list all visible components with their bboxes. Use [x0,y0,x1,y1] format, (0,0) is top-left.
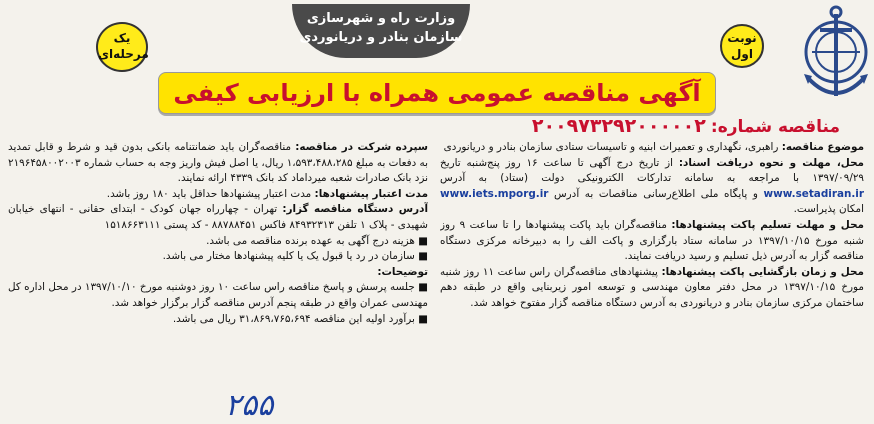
left-column [8,140,428,380]
ministry-name: وزارت راه و شهرسازی [306,11,456,26]
setadiran-link[interactable]: www.setadiran.ir [763,187,864,200]
opening-paragraph [440,265,864,312]
handwritten-number: ۲۵۵ [225,388,274,423]
opening-heading: محل و زمان بازگشایی پاکت پیشنهادها: [661,265,864,278]
tender-number-line [240,115,840,141]
list-item: ■ جلسه پرسش و پاسخ مناقصه راس ساعت ۱۰ روز دوشنبه مورخ ۱۳۹۷/۱۰/۱۰ در محل اداره کل مهندسی عمران واقع در طبقه پنجم آدرس مناقصه گزار برگزار خواهد شد. [8,281,428,309]
badge-stage-line1: یک [113,31,131,45]
list-item: ■ برآورد اولیه این مناقصه ۳۱،۸۶۹،۷۶۵،۶۹۴ ریال می باشد. [172,312,428,325]
docs-text-2: و پایگاه ملی اطلاع‌رسانی مناقصات به آدرس [553,187,758,200]
badge-stage-line2: مرحله‌ای [98,47,149,61]
first-notice-badge [720,24,764,68]
list-item: ■ هزینه درج آگهی به عهده برنده مناقصه می باشد. [206,234,428,247]
validity-heading: مدت اعتبار پیشنهادها: [314,187,428,200]
deadline-heading: محل و مهلت تسلیم پاکت پیشنهادها: [671,218,864,231]
title-banner [158,72,716,114]
address-heading: آدرس دستگاه مناقصه گزار: [282,203,428,216]
docs-heading: محل، مهلت و نحوه دریافت اسناد: [678,156,864,169]
opening-text: پیشنهادهای مناقصه‌گران راس ساعت ۱۱ روز شنبه مورخ ۱۳۹۷/۱۰/۱۵ در محل دفتر معاون مهندسی و توسعه امور زیربنایی واقع در طبقه دهم ساختمان مرکزی سازمان بنادر و دریانوردی به آدرس دستگاه مناقصه گزار مفتوح خواهد شد. [440,265,864,309]
address-text: تهران - چهارراه جهان کودک - ابتدای حقانی - انتهای خیابان شهیدی - پلاک ۱ تلفن ۸۴۹۳۲۳۱۳ فاکس ۸۸۷۸۸۴۵۱ - کد پستی ۱۵۱۸۶۶۳۱۱۱ [8,203,428,231]
deposit-heading: سپرده شرکت در مناقصه: [295,141,428,153]
subject-text: راهبری، نگهداری و تعمیرات ابنیه و تاسیسات ستادی سازمان بنادر و دریانوردی [443,141,779,153]
validity-text: مدت اعتبار پیشنهادها حداقل باید ۱۸۰ روز باشد. [106,187,312,200]
badge-first-line2: اول [731,47,753,61]
validity-paragraph [8,187,428,203]
page-title: آگهی مناقصه عمومی همراه با ارزیابی کیفی [173,79,701,107]
right-column [440,140,864,420]
notes-heading: توضیحات: [377,265,428,278]
ministry-banner [292,4,470,58]
list-item: ■ سازمان در رد یا قبول یک یا کلیه پیشنهادها مختار می باشد. [162,250,428,263]
deadline-text: مناقصه‌گران باید پاکت پیشنهادها را تا ساعت ۹ روز شنبه مورخ ۱۳۹۷/۱۰/۱۵ در سامانه ستاد بارگزاری و پاکت الف را به دبیرخانه مرکزی دستگاه مناقصه گزار به آدرس ذیل تسلیم و رسید دریافت نمایند. [440,218,864,263]
docs-text-3: امکان پذیراست. [793,203,864,216]
docs-paragraph [440,156,864,218]
deposit-text: مناقصه‌گران باید ضمانتنامه بانکی بدون قید و شرط و قابل تمدید به دفعات به مبلغ ۱،۵۹۳،۴۸۸،۲۸۵ ریال، یا اصل فیش واریز وجه به حساب شماره ۲۱۹۶۴۵۸۰۰۲۰۰۳ نزد بانک صادرات شعبه میرداماد کد بانک ۴۳۳۹ ارائه نمایند. [8,141,428,185]
deadline-paragraph [440,218,864,265]
subject-heading: موضوع مناقصه: [781,141,864,153]
subject-paragraph [440,140,864,156]
address-paragraph [8,202,428,233]
tender-label: مناقصه شماره: [710,117,840,137]
docs-text: از تاریخ درج آگهی تا ساعت ۱۶ روز پنج‌شنبه تاریخ ۱۳۹۷/۰۹/۲۹ با مراجعه به سامانه تدارکات الکترونیکی دولت (ستاد) به آدرس [440,156,864,185]
deposit-paragraph [8,140,428,187]
badge-first-line1: نوبت [727,31,757,45]
organization-name: سازمان بنادر و دریانوردی [299,30,463,45]
iets-link[interactable]: www.iets.mporg.ir [440,187,549,200]
single-stage-badge [96,22,148,72]
tender-number: ۲۰۰۹۷۳۲۹۲۰۰۰۰۰۲ [531,115,706,137]
anchor-logo-icon [794,0,872,108]
